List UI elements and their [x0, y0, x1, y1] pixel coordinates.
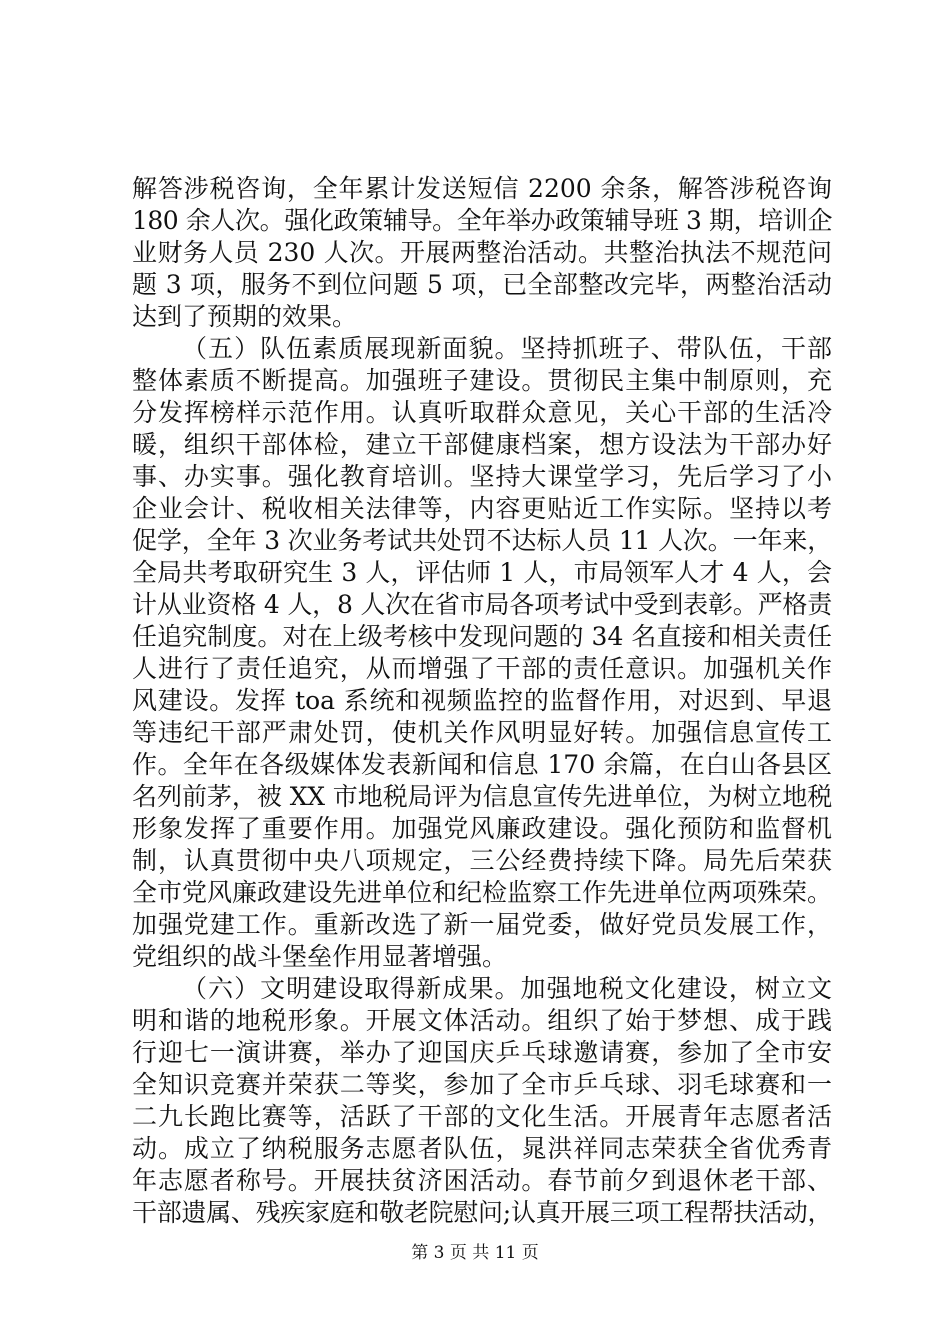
text-line: 作。全年在各级媒体发表新闻和信息 170 余篇，在白山各县区 — [132, 750, 832, 779]
text-line: 事、办实事。强化教育培训。坚持大课堂学习，先后学习了小 — [132, 462, 832, 491]
text-line: 180 余人次。强化政策辅导。全年举办政策辅导班 3 期，培训企 — [132, 206, 832, 235]
text-line: 加强党建工作。重新改选了新一届党委，做好党员发展工作， — [132, 910, 832, 939]
text-line: 业财务人员 230 人次。开展两整治活动。共整治执法不规范问 — [132, 238, 832, 267]
text-line: 动。成立了纳税服务志愿者队伍，晁洪祥同志荣获全省优秀青 — [132, 1134, 832, 1163]
text-line: 行迎七一演讲赛，举办了迎国庆乒乓球邀请赛，参加了全市安 — [132, 1038, 832, 1067]
text-line: 企业会计、税收相关法律等，内容更贴近工作实际。坚持以考 — [132, 494, 832, 523]
text-line: 达到了预期的效果。 — [132, 302, 358, 331]
text-line: 分发挥榜样示范作用。认真听取群众意见，关心干部的生活冷 — [132, 398, 832, 427]
text-line: 全市党风廉政建设先进单位和纪检监察工作先进单位两项殊荣。 — [132, 878, 833, 907]
text-line: 全局共考取研究生 3 人，评估师 1 人，市局领军人才 4 人，会 — [132, 558, 832, 587]
text-line: 暖，组织干部体检，建立干部健康档案，想方设法为干部办好 — [132, 430, 832, 459]
text-line: 形象发挥了重要作用。加强党风廉政建设。强化预防和监督机 — [132, 814, 832, 843]
text-line: 整体素质不断提高。加强班子建设。贯彻民主集中制原则，充 — [132, 366, 832, 395]
text-line: 任追究制度。对在上级考核中发现问题的 34 名直接和相关责任 — [132, 622, 832, 651]
paragraph-start-line: （五）队伍素质展现新面貌。坚持抓班子、带队伍，干部 — [182, 334, 832, 363]
text-line: 计从业资格 4 人，8 人次在省市局各项考试中受到表彰。严格责 — [132, 590, 832, 619]
text-line: 等违纪干部严肃处罚，使机关作风明显好转。加强信息宣传工 — [132, 718, 832, 747]
text-line: 名列前茅，被 XX 市地税局评为信息宣传先进单位，为树立地税 — [132, 782, 832, 811]
document-body — [132, 173, 832, 1229]
text-line: 二九长跑比赛等，活跃了干部的文化生活。开展青年志愿者活 — [132, 1102, 832, 1131]
paragraph-start-line: （六）文明建设取得新成果。加强地税文化建设，树立文 — [182, 974, 832, 1003]
text-line: 制，认真贯彻中央八项规定，三公经费持续下降。局先后荣获 — [132, 846, 832, 875]
page-footer: 第 3 页 共 11 页 — [411, 1243, 539, 1263]
text-line: 明和谐的地税形象。开展文体活动。组织了始于梦想、成于践 — [132, 1006, 832, 1035]
text-line: 年志愿者称号。开展扶贫济困活动。春节前夕到退休老干部、 — [132, 1166, 832, 1195]
text-line: 题 3 项，服务不到位问题 5 项，已全部整改完毕，两整治活动 — [132, 270, 832, 299]
text-line: 全知识竞赛并荣获二等奖，参加了全市乒乓球、羽毛球赛和一 — [132, 1070, 832, 1099]
text-line: 促学，全年 3 次业务考试共处罚不达标人员 11 人次。一年来， — [132, 526, 832, 555]
text-line: 党组织的战斗堡垒作用显著增强。 — [132, 942, 508, 971]
text-line: 风建设。发挥 toa 系统和视频监控的监督作用，对迟到、早退 — [132, 686, 832, 715]
text-line: 干部遗属、残疾家庭和敬老院慰问;认真开展三项工程帮扶活动， — [132, 1198, 832, 1227]
text-line: 解答涉税咨询，全年累计发送短信 2200 余条，解答涉税咨询 — [132, 174, 832, 203]
text-line: 人进行了责任追究，从而增强了干部的责任意识。加强机关作 — [132, 654, 832, 683]
